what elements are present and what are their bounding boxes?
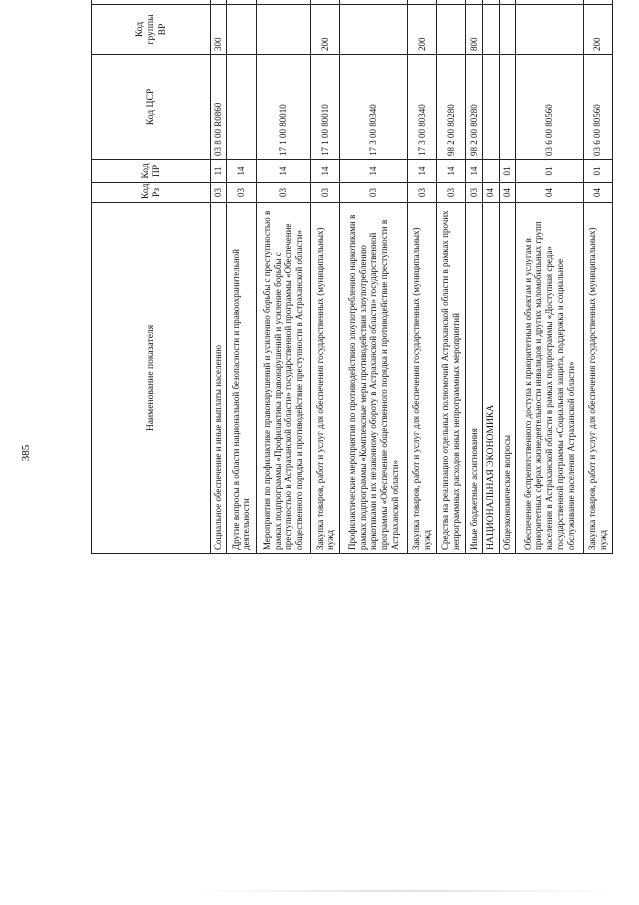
cell-2020 — [408, 0, 437, 5]
cell-name: Иные бюджетные ассигнования — [466, 203, 482, 554]
header-name: Наименование показателя — [92, 203, 211, 554]
table-container — [91, 0, 613, 554]
cell-vr: 200 — [408, 5, 437, 55]
cell-pr: 14 — [408, 160, 437, 183]
cell-pr — [482, 160, 499, 183]
cell-vr — [256, 5, 311, 55]
cell-pr: 01 — [583, 160, 612, 183]
cell-2020 — [227, 0, 256, 5]
cell-csr: 17 1 00 80010 — [256, 55, 311, 160]
cell-rz: 03 — [466, 183, 482, 203]
cell-vr — [227, 5, 256, 55]
cell-vr: 800 — [466, 5, 482, 55]
cell-name: Закупка товаров, работ и услуг для обеспечения государственных (муниципальных) нужд — [583, 203, 612, 554]
cell-2020 — [499, 0, 515, 5]
cell-2020 — [583, 0, 612, 5]
cell-2020 — [311, 0, 340, 5]
cell-rz: 03 — [311, 183, 340, 203]
cell-pr: 11 — [211, 160, 227, 183]
cell-csr — [499, 55, 515, 160]
cell-vr — [437, 5, 466, 55]
cell-2020 — [340, 0, 408, 5]
budget-table — [91, 0, 613, 554]
rotated-table-frame — [91, 14, 613, 890]
cell-name: Закупка товаров, работ и услуг для обеспечения государственных (муниципальных) нужд — [311, 203, 340, 554]
cell-pr: 01 — [499, 160, 515, 183]
cell-name: НАЦИОНАЛЬНАЯ ЭКОНОМИКА — [482, 203, 499, 554]
scan-smear — [190, 890, 620, 892]
header-2020 — [92, 0, 211, 5]
cell-name: Обеспечение беспрепятственного доступа к приоритетным объектам и услугам в приоритетных сферах жизнедеятельности инвалидов и других маломобильных групп населения в Астраханской области в рамках подпрограммы «Доступная среда» государственной программы «Социальная защита, поддержка и социальное обслуживание населения Астраханской области» — [516, 203, 584, 554]
cell-name: Социальное обеспечение и иные выплаты населению — [211, 203, 227, 554]
table-row — [408, 0, 437, 554]
cell-2020 — [256, 0, 311, 5]
cell-pr: 14 — [466, 160, 482, 183]
cell-2020 — [466, 0, 482, 5]
cell-name: Средства на реализацию отдельных полномочий Астраханской области в рамках прочих непрограммных расходов иных непрограммных мероприятий — [437, 203, 466, 554]
cell-csr: 03 8 00 R0860 — [211, 55, 227, 160]
cell-csr: 03 6 00 80560 — [583, 55, 612, 160]
header-vr: Код группы ВР — [92, 5, 211, 55]
cell-pr: 14 — [340, 160, 408, 183]
cell-2020 — [437, 0, 466, 5]
cell-csr: 17 3 00 80340 — [340, 55, 408, 160]
cell-vr: 300 — [211, 5, 227, 55]
table-header-row — [92, 0, 211, 554]
cell-rz: 04 — [499, 183, 515, 203]
cell-pr: 14 — [227, 160, 256, 183]
cell-pr: 01 — [516, 160, 584, 183]
cell-name: Другие вопросы в области национальной безопасности и правоохранительной деятельности — [227, 203, 256, 554]
cell-rz: 04 — [583, 183, 612, 203]
header-csr: Код ЦСР — [92, 55, 211, 160]
cell-csr: 17 1 00 80010 — [311, 55, 340, 160]
cell-csr: 98 2 00 80280 — [437, 55, 466, 160]
table-row — [482, 0, 499, 554]
cell-vr — [482, 5, 499, 55]
cell-pr: 14 — [311, 160, 340, 183]
cell-name: Мероприятия по профилактике правонарушений и усилению борьбы с преступностью в рамках подпрограммы «Профилактика правонарушений и усиление борьбы с преступностью в Астраханской области» государственной программы «Обеспечение общественного порядка и противодействие преступности в Астраханской области» — [256, 203, 311, 554]
table-row — [256, 0, 311, 554]
header-pr: Код ПР — [92, 160, 211, 183]
cell-csr: 03 6 00 80560 — [516, 55, 584, 160]
cell-csr: 98 2 00 80280 — [466, 55, 482, 160]
cell-vr — [499, 5, 515, 55]
cell-rz: 03 — [227, 183, 256, 203]
table-row — [583, 0, 612, 554]
cell-csr — [482, 55, 499, 160]
cell-vr — [516, 5, 584, 55]
cell-csr — [227, 55, 256, 160]
cell-pr: 14 — [437, 160, 466, 183]
table-row — [499, 0, 515, 554]
table-row — [311, 0, 340, 554]
cell-2020 — [482, 0, 499, 5]
cell-vr: 200 — [311, 5, 340, 55]
table-row — [340, 0, 408, 554]
table-row — [227, 0, 256, 554]
cell-vr — [340, 5, 408, 55]
cell-csr: 17 3 00 80340 — [408, 55, 437, 160]
cell-name: Профилактические мероприятия по противодействию злоупотреблению наркотиками в рамках подпрограммы «Комплексные меры противодействия злоупотреблению наркотиками и их незаконному обороту в Астраханской области» государственной программы «Обеспечение общественного порядка и противодействие преступности в Астраханской области» — [340, 203, 408, 554]
cell-rz: 04 — [482, 183, 499, 203]
cell-rz: 03 — [211, 183, 227, 203]
header-rz: Код Рз — [92, 183, 211, 203]
cell-2020 — [211, 0, 227, 5]
cell-rz: 04 — [516, 183, 584, 203]
table-row — [211, 0, 227, 554]
page-number: 385 — [20, 444, 32, 462]
cell-vr: 200 — [583, 5, 612, 55]
cell-pr: 14 — [256, 160, 311, 183]
cell-2020 — [516, 0, 584, 5]
cell-name: Закупка товаров, работ и услуг для обеспечения государственных (муниципальных) нужд — [408, 203, 437, 554]
table-row — [466, 0, 482, 554]
cell-name: Общеэкономические вопросы — [499, 203, 515, 554]
cell-rz: 03 — [437, 183, 466, 203]
table-row — [516, 0, 584, 554]
cell-rz: 03 — [340, 183, 408, 203]
cell-rz: 03 — [256, 183, 311, 203]
table-row — [437, 0, 466, 554]
cell-rz: 03 — [408, 183, 437, 203]
